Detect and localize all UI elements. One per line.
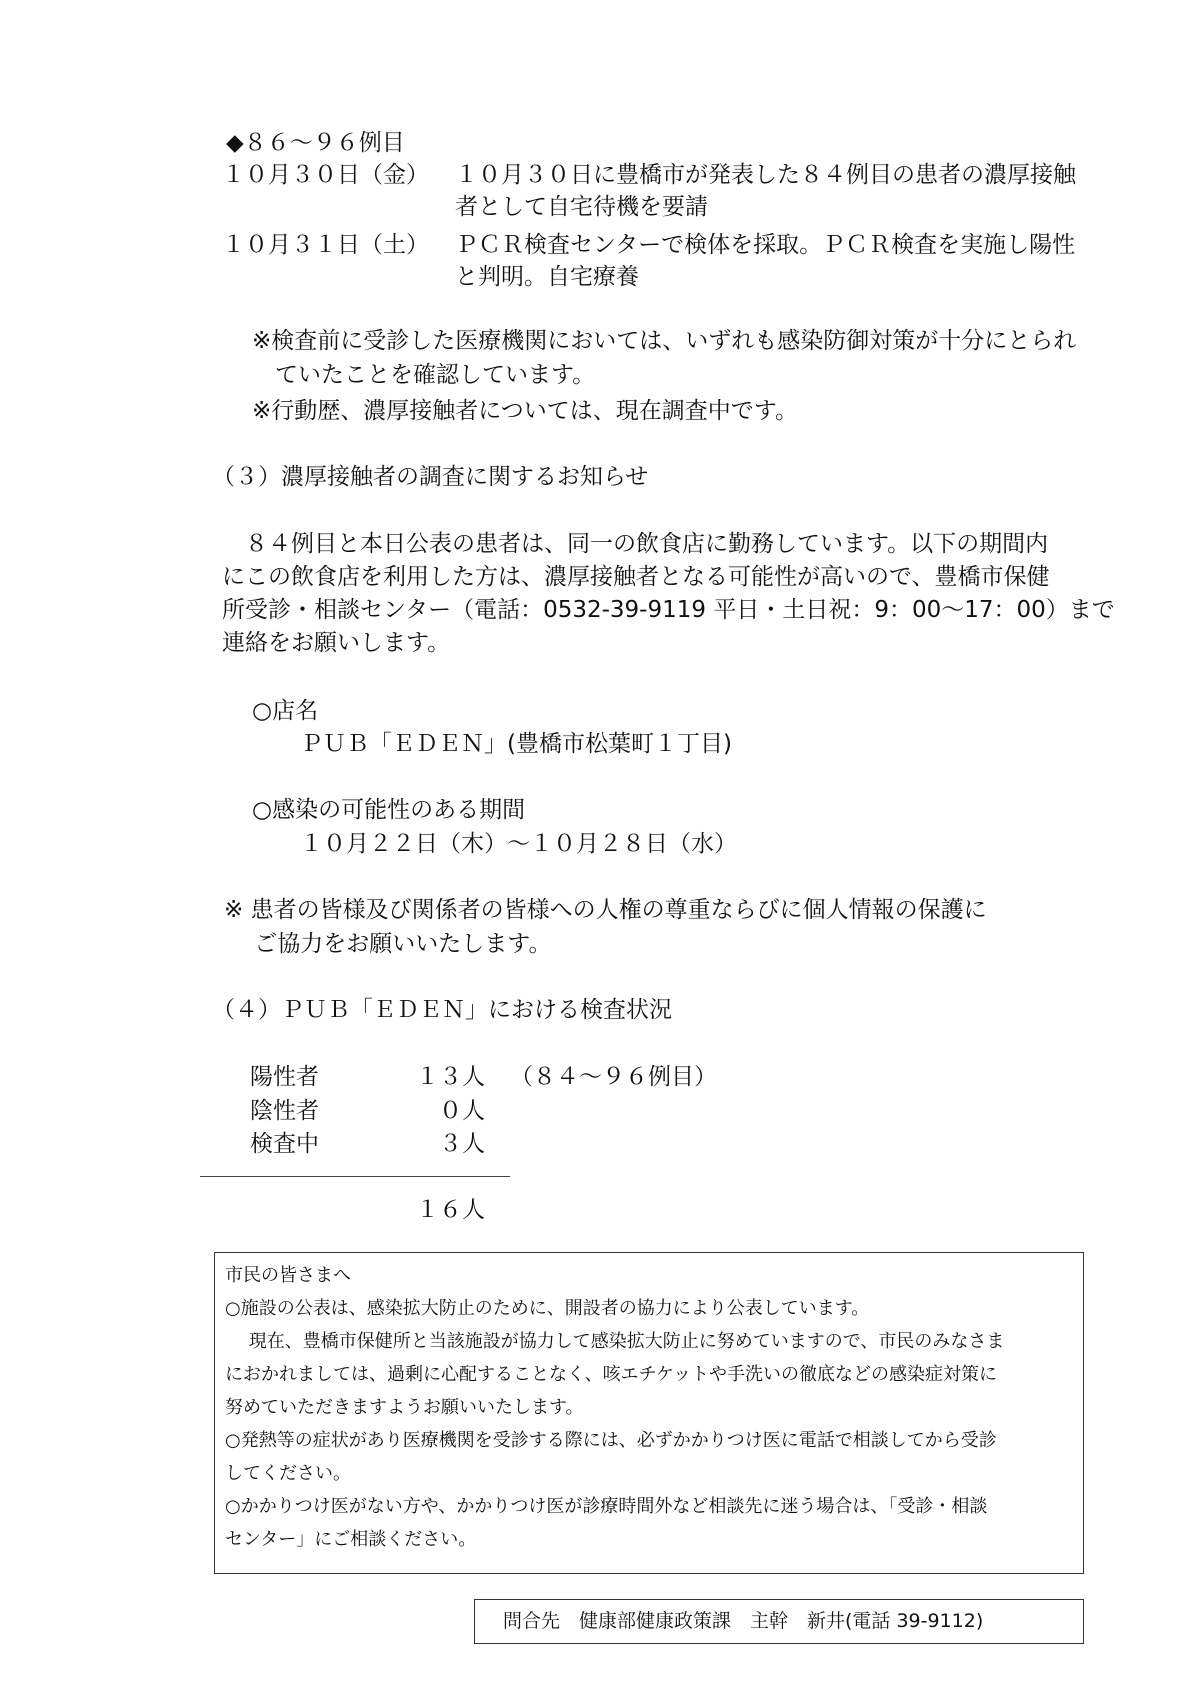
section4-heading: （４）ＰＵＢ「ＥＤＥＮ」における検査状況: [212, 997, 672, 1023]
store-label: ○店名: [252, 698, 319, 724]
case-heading: ◆８６～９６例目: [226, 130, 405, 156]
section3-para-3: 所受診・相談センター（電話：0532-39-9119 平日・土日祝：9：00～17：00）まで: [222, 597, 1115, 623]
case-text-1b: 者として自宅待機を要請: [455, 194, 708, 220]
status-label-negative: 陰性者: [250, 1098, 319, 1124]
status-total: １６人: [416, 1197, 485, 1223]
notice-line-2: ○施設の公表は、感染拡大防止のために、開設者の協力により公表しています。: [225, 1298, 870, 1319]
notice-line-5: 努めていただきますようお願いいたします。: [225, 1397, 584, 1418]
case-note-3: ※行動歴、濃厚接触者については、現在調査中です。: [252, 398, 798, 424]
status-count-positive: １３人: [416, 1064, 485, 1090]
notice-line-4: におかれましては、過剰に心配することなく、咳エチケットや手洗いの徹底などの感染症対策に: [225, 1364, 998, 1385]
section3-heading: （３）濃厚接触者の調査に関するお知らせ: [212, 464, 649, 490]
privacy-note-2: ご協力をお願いいたします。: [224, 931, 552, 957]
section3-para-4: 連絡をお願いします。: [222, 630, 451, 656]
notice-line-1: 市民の皆さまへ: [225, 1265, 351, 1286]
case-text-2b: と判明。自宅療養: [455, 264, 639, 290]
case-text-2a: ＰＣＲ検査センターで検体を採取。ＰＣＲ検査を実施し陽性: [455, 232, 1076, 258]
notice-line-8: ○かかりつけ医がない方や、かかりつけ医が診療時間外など相談先に迷う場合は、「受診・相談: [225, 1496, 988, 1517]
citizen-notice-box: [214, 1252, 1084, 1574]
status-note-positive: （８４～９６例目）: [510, 1064, 717, 1090]
status-count-negative: ０人: [439, 1098, 485, 1124]
notice-line-9: センター」にご相談ください。: [225, 1529, 477, 1550]
store-value: ＰＵＢ「ＥＤＥＮ」(豊橋市松葉町１丁目): [300, 731, 732, 757]
privacy-note-1: ※ 患者の皆様及び関係者の皆様への人権の尊重ならびに個人情報の保護に: [224, 897, 987, 923]
period-label: ○感染の可能性のある期間: [252, 797, 526, 823]
total-divider: [200, 1176, 510, 1177]
section3-para-2: にこの飲食店を利用した方は、濃厚接触者となる可能性が高いので、豊橋市保健: [222, 564, 1050, 590]
case-text-1a: １０月３０日に豊橋市が発表した８４例目の患者の濃厚接触: [455, 162, 1076, 188]
notice-line-3: 現在、豊橋市保健所と当該施設が協力して感染拡大防止に努めていますので、市民のみなさま: [225, 1331, 1005, 1352]
status-count-pending: ３人: [439, 1131, 485, 1157]
status-label-positive: 陽性者: [250, 1064, 319, 1090]
period-value: １０月２２日（木）～１０月２８日（水）: [300, 831, 737, 857]
case-note-2: ていたことを確認しています。: [252, 362, 596, 388]
status-label-pending: 検査中: [250, 1131, 319, 1157]
case-date-1: １０月３０日（金）: [222, 162, 429, 188]
notice-line-7: してください。: [225, 1463, 351, 1484]
case-date-2: １０月３１日（土）: [222, 232, 429, 258]
contact-box: [474, 1599, 1084, 1644]
notice-line-6: ○発熱等の症状があり医療機関を受診する際には、必ずかかりつけ医に電話で相談してから受診: [225, 1430, 997, 1451]
contact-text: 問合先 健康部健康政策課 主幹 新井(電話 39-9112): [503, 1610, 984, 1632]
case-note-1: ※検査前に受診した医療機関においては、いずれも感染防御対策が十分にとられ: [252, 328, 1077, 354]
section3-para-1: ８４例目と本日公表の患者は、同一の飲食店に勤務しています。以下の期間内: [222, 531, 1049, 557]
